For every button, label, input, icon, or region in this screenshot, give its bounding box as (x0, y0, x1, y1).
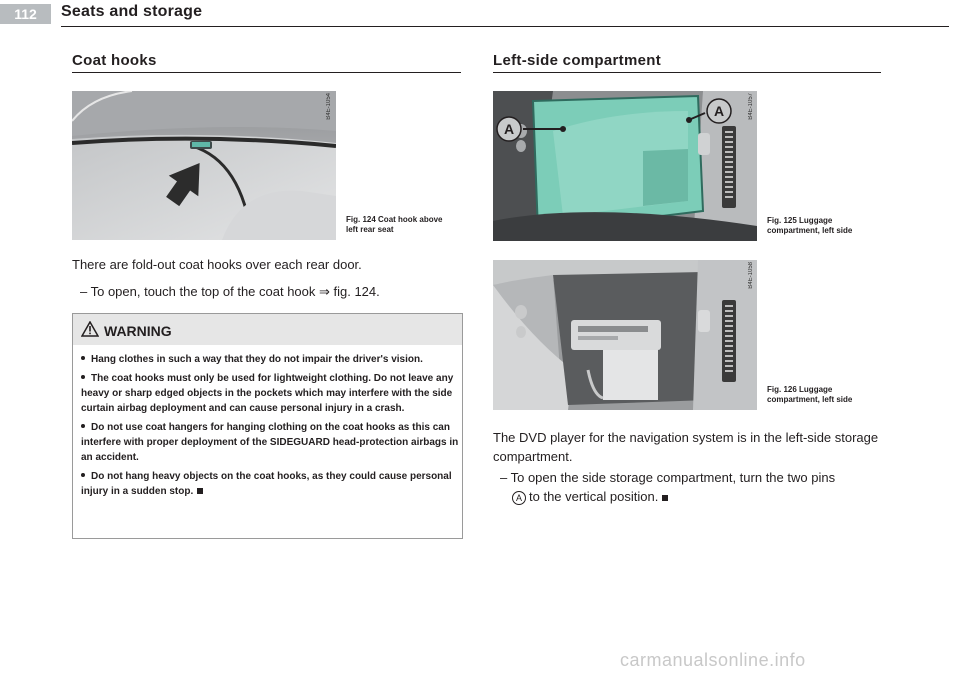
section-rule (493, 72, 881, 73)
end-mark-icon (662, 495, 668, 501)
header-rule (61, 26, 949, 27)
figure-125-label-a-right: A (713, 103, 725, 119)
end-mark-icon (197, 488, 203, 494)
figure-125-luggage-compartment (493, 91, 757, 241)
figure-126-code: B4E-1058 (748, 262, 754, 289)
coat-hooks-paragraph: There are fold-out coat hooks over each rear door. (72, 257, 362, 272)
figure-126-caption-text: Luggage compartment, left side (767, 385, 853, 404)
figure-124-code: B4E-1054 (326, 93, 332, 120)
figure-125-caption-text: Luggage compartment, left side (767, 216, 853, 235)
warning-item (81, 469, 459, 499)
warning-item (81, 352, 459, 367)
figure-124-caption (346, 215, 456, 235)
section-title-coat-hooks: Coat hooks (72, 52, 157, 69)
warning-header (73, 314, 462, 345)
compartment-step-text-end: to the vertical position. (529, 489, 659, 504)
warning-list (81, 352, 459, 503)
warning-item-text: Hang clothes in such a way that they do not impair the driver's vision. (91, 354, 423, 365)
label-a-icon: A (512, 491, 526, 505)
section-rule (72, 72, 461, 73)
warning-triangle-icon (81, 321, 99, 337)
coat-hooks-step: – To open, touch the top of the coat hook ⇒ fig. 124. (80, 284, 380, 299)
compartment-step-text: – To open the side storage compartment, turn the two pins (500, 470, 836, 485)
chapter-title: Seats and storage (61, 3, 203, 20)
page-number: 112 (0, 4, 51, 24)
warning-item-text: The coat hooks must only be used for lightweight clothing. Do not leave any heavy or sharp edged objects in the pockets which may interfere with the side curtain airbag deployment and can cause personal injury in a crash. (81, 373, 454, 414)
bullet-icon (81, 356, 85, 360)
compartment-step (500, 468, 886, 506)
figure-126-caption (767, 385, 877, 405)
figure-125-caption (767, 216, 877, 236)
bullet-icon (81, 473, 85, 477)
figure-125-label-a-left: A (503, 121, 515, 137)
figure-124-number: Fig. 124 (346, 215, 376, 224)
figure-126-luggage-compartment (493, 260, 757, 410)
page-header (0, 0, 960, 30)
warning-item-text: Do not use coat hangers for hanging clothing on the coat hooks as this can interfere with proper deployment of the SIDEGUARD head-protection airbags in an accident. (81, 422, 459, 463)
compartment-paragraph: The DVD player for the navigation system is in the left-side storage compartment. (493, 430, 879, 464)
watermark: carmanualsonline.info (620, 650, 806, 670)
figure-126-number: Fig. 126 (767, 385, 797, 394)
warning-item (81, 420, 459, 465)
bullet-icon (81, 424, 85, 428)
warning-item (81, 371, 459, 416)
warning-title: WARNING (104, 323, 172, 339)
warning-item-text: Do not hang heavy objects on the coat hooks, as they could cause personal injury in a sudden stop. (81, 471, 452, 497)
figure-125-number: Fig. 125 (767, 216, 797, 225)
figure-124-caption-text: Coat hook above left rear seat (346, 215, 443, 234)
section-title-left-side-compartment: Left-side compartment (493, 52, 661, 69)
warning-box (72, 313, 463, 539)
figure-124-coat-hook (72, 91, 336, 240)
bullet-icon (81, 375, 85, 379)
figure-125-code: B4E-1057 (748, 93, 754, 120)
